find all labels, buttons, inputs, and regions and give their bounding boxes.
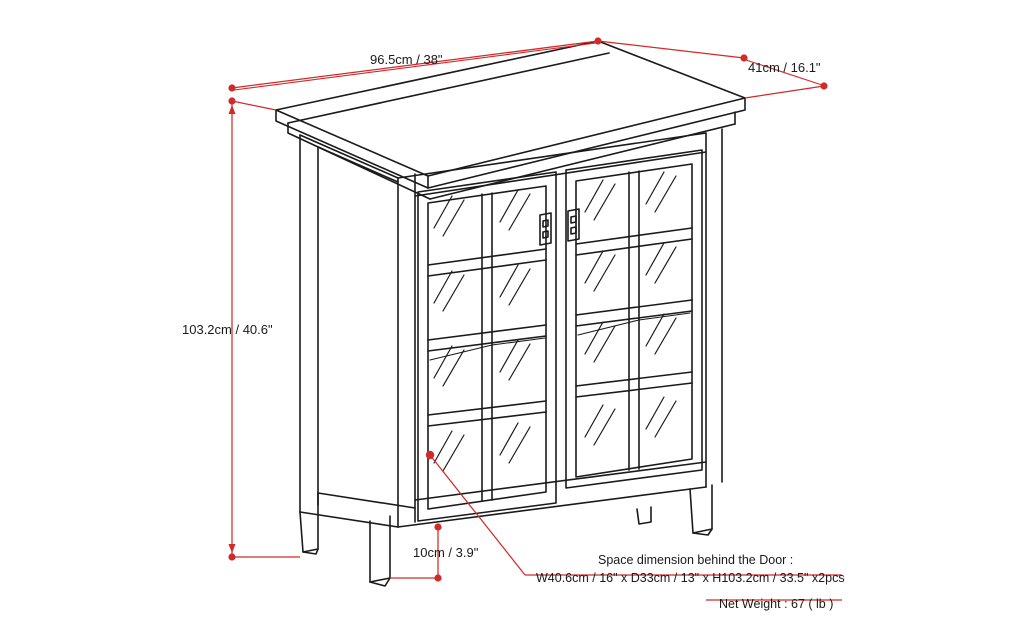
depth-dimension-label: 41cm / 16.1" [748,60,821,75]
width-leader-line-2 [232,101,276,110]
width-dimension-label: 96.5cm / 38" [370,52,443,67]
cabinet-case [300,129,722,527]
net-weight-label: Net Weight : 67 ( lb ) [719,597,834,611]
interior-space-value: W40.6cm / 16" x D33cm / 13" x H103.2cm / 33.5" x2pcs [536,571,845,585]
leg-height-dimension-label: 10cm / 3.9" [413,545,479,560]
depth-leader-line [745,86,824,98]
interior-space-title: Space dimension behind the Door : [598,553,794,567]
cabinet-top-surface [276,41,745,199]
height-dimension-label: 103.2cm / 40.6" [182,322,273,337]
